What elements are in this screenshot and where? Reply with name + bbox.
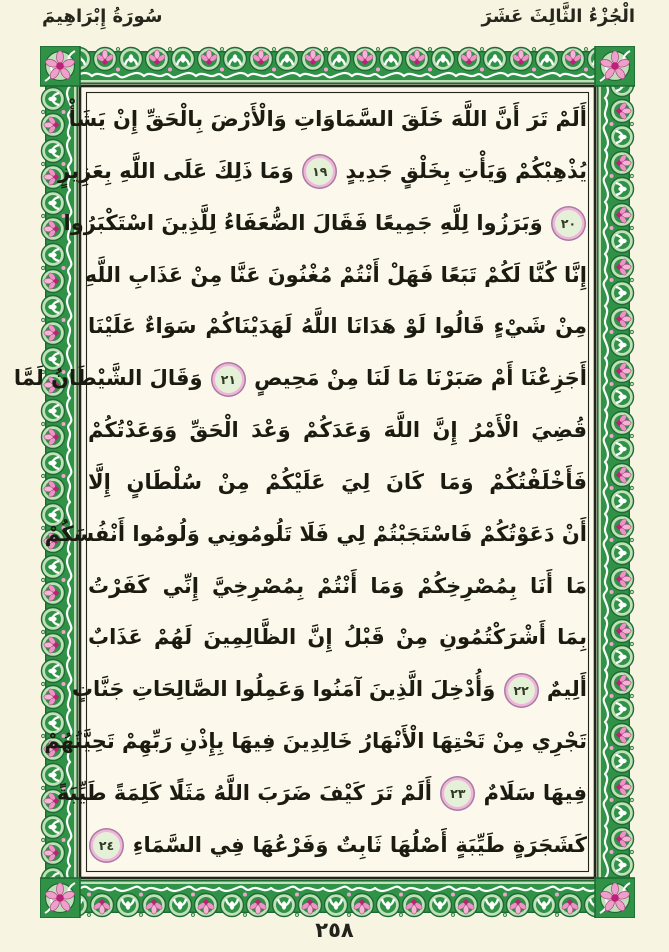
ayah-text: وَبَرَزُوا لِلَّهِ جَمِيعًا فَقَالَ الضُّعَفَاءُ لِلَّذِينَ اسْتَكْبَرُوا — [63, 210, 550, 235]
border-ornament — [597, 566, 634, 618]
ayah-text: فِيهَا سَلَامٌ — [476, 780, 587, 805]
quran-line — [88, 301, 587, 351]
border-ornament — [597, 514, 634, 566]
ayah-text: بِمَا أَشْرَكْتُمُونِ مِنْ قَبْلُ إِنَّ الظَّالِمِينَ لَهُمْ عَذَابٌ — [88, 625, 587, 650]
border-ornament — [597, 618, 634, 670]
surah-title: سُورَةُ إِبْرَاهِيمَ — [42, 6, 163, 27]
border-ornament — [42, 294, 79, 346]
border-ornament — [115, 880, 167, 917]
border-ornament — [597, 202, 634, 254]
ayah-text: أَلِيمٌ — [539, 677, 587, 702]
ayah-text: مَا أَنَا بِمُصْرِخِكُمْ وَمَا أَنْتُمْ بِمُصْرِخِيَّ إِنِّي كَفَرْتُ — [88, 573, 587, 598]
border-ornament — [42, 554, 79, 606]
border-ornament — [352, 48, 404, 85]
border-ornament — [597, 410, 634, 462]
quran-line — [44, 509, 587, 559]
ayah-text: يُذْهِبْكُمْ وَيَأْتِ بِخَلْقٍ جَدِيدٍ — [338, 158, 587, 183]
border-ornament — [597, 462, 634, 514]
quran-line — [88, 457, 587, 507]
border-ornament — [323, 880, 375, 917]
border-ornament — [456, 48, 508, 85]
border-ornament — [42, 242, 79, 294]
border-ornament — [597, 150, 634, 202]
quran-text-area — [13, 94, 587, 870]
quran-line — [44, 716, 587, 766]
quran-line — [63, 198, 587, 248]
ayah-end-marker: ١٩ — [306, 158, 333, 185]
ayah-end-marker: ٢٣ — [444, 780, 471, 807]
mushaf-frame — [13, 46, 635, 918]
border-ornament — [427, 880, 479, 917]
border-ornament — [300, 48, 352, 85]
quran-line — [88, 405, 587, 455]
border-ornament — [271, 880, 323, 917]
border-ornament — [597, 826, 634, 878]
border-ornament — [597, 254, 634, 306]
border-ornament — [597, 358, 634, 410]
ayah-text: فَأَخْلَفْتُكُمْ وَمَا كَانَ لِيَ عَلَيْكُمْ مِنْ سُلْطَانٍ إِلَّا — [88, 469, 587, 494]
border-ornament — [404, 48, 456, 85]
ayah-text: مِنْ شَيْءٍ قَالُوا لَوْ هَدَانَا اللَّهُ لَهَدَيْنَاكُمْ سَوَاءٌ عَلَيْنَا — [88, 314, 587, 339]
border-ornament — [144, 48, 196, 85]
ayah-text: أَجَزِعْنَا أَمْ صَبَرْنَا مَا لَنَا مِنْ مَحِيصٍ — [246, 366, 587, 391]
border-ornament — [531, 880, 583, 917]
page-number: ٢٥٨ — [315, 918, 354, 942]
border-ornament — [92, 48, 144, 85]
border-ornament — [248, 48, 300, 85]
border-ornament — [508, 48, 560, 85]
ayah-text: أَلَمْ تَرَ كَيْفَ ضَرَبَ اللَّهُ مَثَلًا كَلِمَةً طَيِّبَةً — [56, 780, 440, 805]
border-ornament — [219, 880, 271, 917]
border-ornament — [167, 880, 219, 917]
border-ornament — [597, 98, 634, 150]
juz-title: الْجُزْءُ الثَّالِثَ عَشَرَ — [481, 6, 635, 27]
quran-line — [68, 94, 587, 144]
ayah-text: وَقَالَ الشَّيْطَانُ لَمَّا — [13, 366, 210, 391]
ayah-end-marker: ٢٢ — [508, 677, 535, 704]
quran-line — [56, 768, 587, 818]
quran-line — [58, 146, 587, 196]
ayah-text: أَلَمْ تَرَ أَنَّ اللَّهَ خَلَقَ السَّمَاوَاتِ وَالْأَرْضَ بِالْحَقِّ إِنْ يَشَأْ — [68, 107, 587, 131]
border-ornament — [597, 306, 634, 358]
ayah-end-marker: ٢٠ — [555, 210, 582, 237]
border-ornament — [42, 398, 79, 450]
ayah-text: كَشَجَرَةٍ طَيِّبَةٍ أَصْلُهَا ثَابِتٌ وَفَرْعُهَا فِي السَّمَاءِ — [125, 832, 587, 857]
ayah-text: وَأُدْخِلَ الَّذِينَ آمَنُوا وَعَمِلُوا الصَّالِحَاتِ جَنَّاتٍ — [71, 677, 503, 702]
quran-line — [88, 561, 587, 611]
border-ornament — [42, 606, 79, 658]
border-ornament — [597, 670, 634, 722]
quran-line — [71, 664, 587, 714]
border-ornament — [196, 48, 248, 85]
ayah-text: أَنْ دَعَوْتُكُمْ فَاسْتَجَبْتُمْ لِي فَلَا تَلُومُونِي وَلُومُوا أَنْفُسَكُمْ — [44, 521, 587, 546]
border-ornament — [479, 880, 531, 917]
ayah-text: وَمَا ذَلِكَ عَلَى اللَّهِ بِعَزِيزٍ — [58, 158, 302, 183]
ayah-text: قُضِيَ الْأَمْرُ إِنَّ اللَّهَ وَعَدَكُمْ وَعْدَ الْحَقِّ وَوَعَدْتُكُمْ — [88, 418, 587, 443]
quran-line — [13, 353, 587, 403]
border-ornament — [42, 814, 79, 866]
ayah-end-marker: ٢١ — [215, 366, 242, 393]
quran-line — [84, 250, 587, 300]
ayah-end-marker: ٢٤ — [93, 832, 120, 859]
ayah-text: إِنَّا كُنَّا لَكُمْ تَبَعًا فَهَلْ أَنْتُمْ مُغْنُونَ عَنَّا مِنْ عَذَابِ اللَّهِ — [84, 262, 587, 287]
quran-line — [88, 820, 587, 870]
border-ornament — [597, 774, 634, 826]
ayah-text: تَجْرِي مِنْ تَحْتِهَا الْأَنْهَارُ خَالِدِينَ فِيهَا بِإِذْنِ رَبِّهِمْ تَحِيَّتُهُمْ — [44, 729, 587, 754]
border-ornament — [42, 450, 79, 502]
quran-line — [88, 612, 587, 662]
border-ornament — [375, 880, 427, 917]
border-ornament — [597, 722, 634, 774]
